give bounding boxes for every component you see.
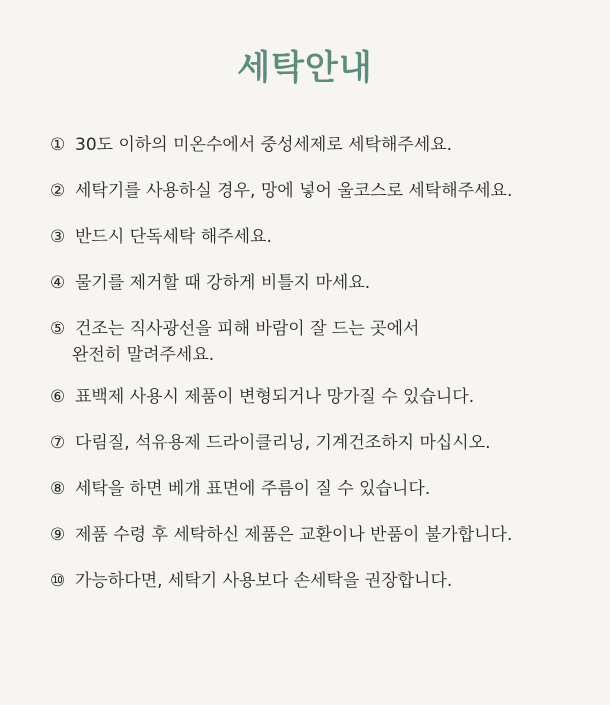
instruction-list	[50, 132, 580, 614]
instruction-item-9	[50, 522, 580, 548]
item-number: ⑥	[50, 387, 66, 407]
instruction-item-8	[50, 476, 580, 502]
instruction-item-5	[50, 316, 580, 368]
item-text-continued: 완전히 말려주세요.	[72, 345, 215, 365]
item-text: 제품 수령 후 세탁하신 제품은 교환이나 반품이 불가합니다.	[75, 525, 513, 545]
instruction-item-6	[50, 384, 580, 410]
item-number: ⑨	[50, 525, 66, 545]
item-number: ②	[50, 181, 66, 201]
item-text: 세탁기를 사용하실 경우, 망에 넣어 울코스로 세탁해주세요.	[75, 181, 513, 201]
item-text: 건조는 직사광선을 피해 바람이 잘 드는 곳에서	[75, 319, 420, 339]
item-number: ⑩	[50, 571, 66, 591]
item-text: 표백제 사용시 제품이 변형되거나 망가질 수 있습니다.	[75, 387, 475, 407]
instruction-item-2	[50, 178, 580, 204]
instruction-item-7	[50, 430, 580, 456]
item-number: ⑦	[50, 433, 66, 453]
item-text: 다림질, 석유용제 드라이클리닝, 기계건조하지 마십시오.	[75, 433, 491, 453]
item-text: 세탁을 하면 베개 표면에 주름이 질 수 있습니다.	[75, 479, 431, 499]
item-number: ⑤	[50, 319, 66, 339]
instruction-item-4	[50, 270, 580, 296]
item-number: ③	[50, 227, 66, 247]
instruction-item-3	[50, 224, 580, 250]
item-text: 반드시 단독세탁 해주세요.	[75, 227, 272, 247]
item-text: 30도 이하의 미온수에서 중성세제로 세탁해주세요.	[75, 135, 453, 155]
instruction-item-1	[50, 132, 580, 158]
item-number: ⑧	[50, 479, 66, 499]
item-text: 물기를 제거할 때 강하게 비틀지 마세요.	[75, 273, 371, 293]
item-number: ①	[50, 135, 66, 155]
item-text: 가능하다면, 세탁기 사용보다 손세탁을 권장합니다.	[75, 571, 453, 591]
item-number: ④	[50, 273, 66, 293]
page-title: 세탁안내	[237, 48, 373, 88]
instruction-item-10	[50, 568, 580, 594]
